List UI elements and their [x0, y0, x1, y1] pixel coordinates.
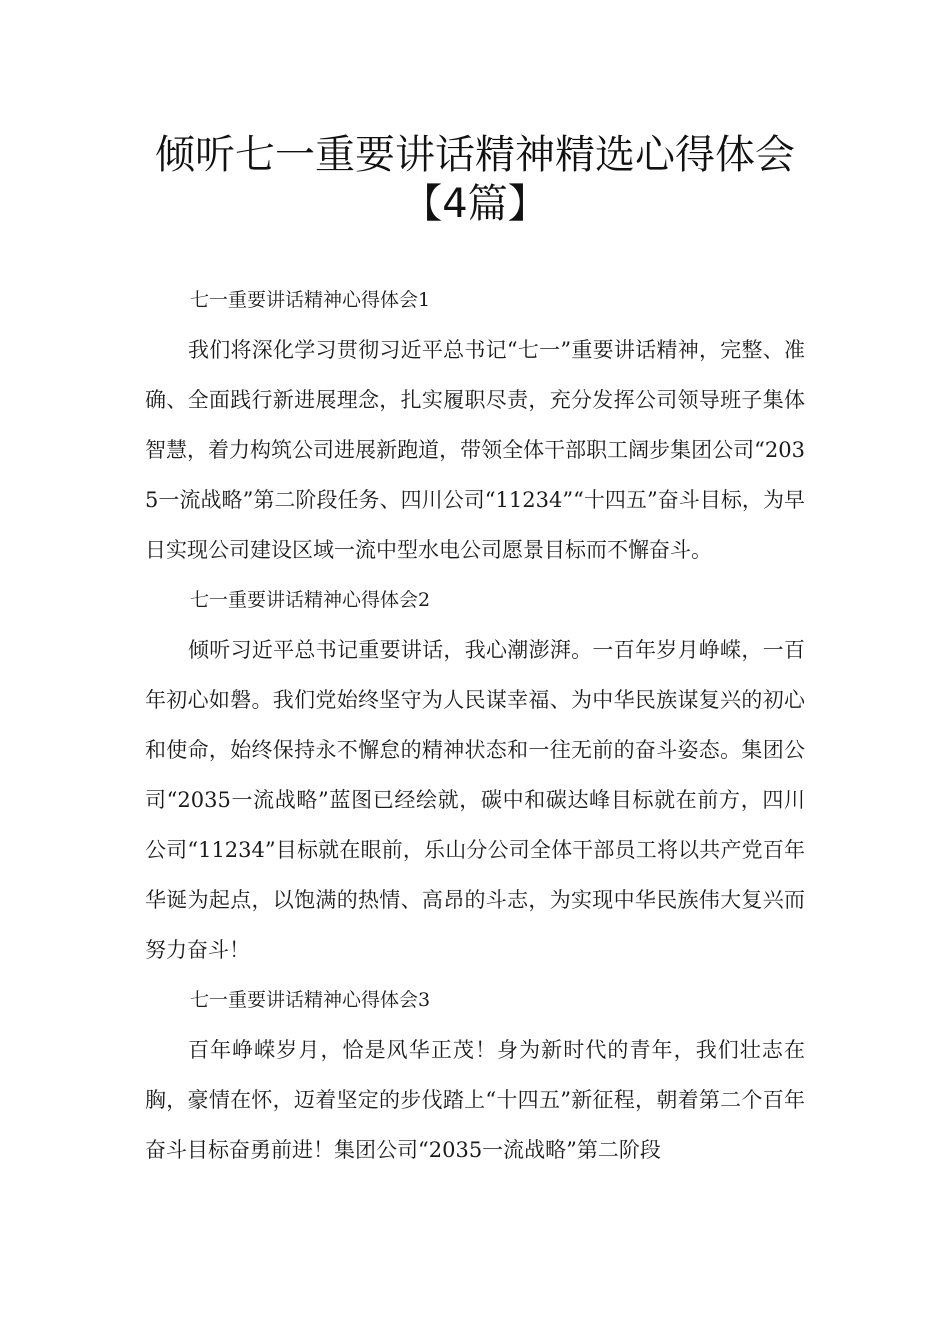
document-body	[145, 275, 805, 1175]
section-paragraph-1: 我们将深化学习贯彻习近平总书记“七一”重要讲话精神，完整、准确、全面践行新进展理念，扎实履职尽责，充分发挥公司领导班子集体智慧，着力构筑公司进展新跑道，带领全体干部职工阔步集团公司“2035一流战略”第二阶段任务、四川公司“11234”“十四五”奋斗目标，为早日实现公司建设区域一流中型水电公司愿景目标而不懈奋斗。	[145, 338, 805, 562]
document-title-line-2: 【4篇】	[402, 181, 548, 227]
section-paragraph-3: 百年峥嵘岁月，恰是风华正茂！身为新时代的青年，我们壮志在胸，豪情在怀，迈着坚定的步伐踏上“十四五”新征程，朝着第二个百年奋斗目标奋勇前进！集团公司“2035一流战略”第二阶段	[145, 1038, 805, 1162]
section-heading-1: 七一重要讲话精神心得体会1	[190, 289, 431, 311]
document-title-line-1: 倾听七一重要讲话精神精选心得体会	[155, 132, 795, 178]
section-heading-2: 七一重要讲话精神心得体会2	[190, 589, 431, 611]
section-paragraph-2: 倾听习近平总书记重要讲话，我心潮澎湃。一百年岁月峥嵘，一百年初心如磐。我们党始终坚守为人民谋幸福、为中华民族谋复兴的初心和使命，始终保持永不懈怠的精神状态和一往无前的奋斗姿态。集团公司“2035一流战略”蓝图已经绘就，碳中和碳达峰目标就在前方，四川公司“11234”目标就在眼前，乐山分公司全体干部员工将以共产党百年华诞为起点，以饱满的热情、高昂的斗志，为实现中华民族伟大复兴而努力奋斗！	[145, 638, 805, 962]
section-heading-3: 七一重要讲话精神心得体会3	[190, 989, 431, 1011]
